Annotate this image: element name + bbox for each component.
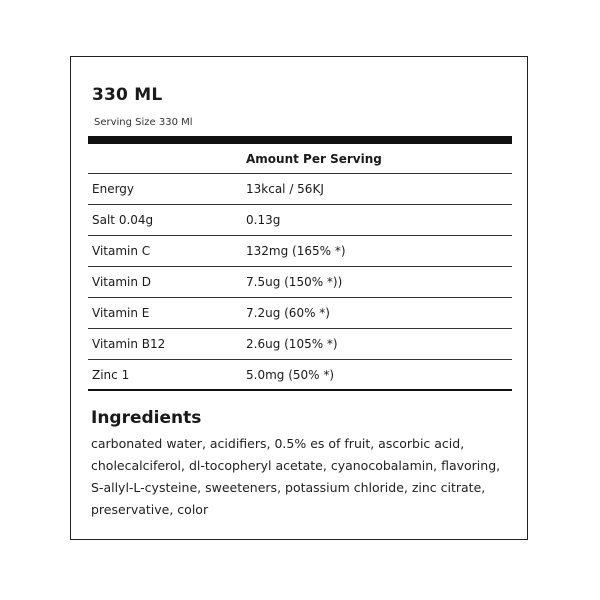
table-row [88,205,512,236]
thick-divider [88,136,512,144]
ingredients-list: carbonated water, acidifiers, 0.5% es of fruit, ascorbic acid, cholecalciferol, dl-tocopheryl acetate, cyanocobalamin, flavoring, S-allyl-L-cysteine, sweeteners, potassium chloride, zinc citrate, preservative, color [91,436,501,517]
nutrient-name: Vitamin E [92,306,150,320]
table-row [88,298,512,329]
ingredients-heading: Ingredients [91,408,202,428]
table-row [88,267,512,298]
nutrient-name: Vitamin D [92,275,152,289]
nutrition-label [70,56,528,540]
table-row [88,329,512,360]
nutrient-name: Vitamin C [92,244,151,258]
label-title: 330 ML [92,85,163,105]
nutrient-name: Salt 0.04g [92,213,154,227]
nutrient-name: Vitamin B12 [92,337,166,351]
nutrient-name: Energy [92,182,135,196]
nutrition-table [88,144,512,391]
nutrient-amount: 5.0mg (50% *) [246,367,335,382]
table-row [88,360,512,391]
nutrient-amount: 132mg (165% *) [246,244,346,258]
nutrient-amount: 7.2ug (60% *) [246,306,330,320]
nutrient-amount: 13kcal / 56KJ [246,182,324,196]
nutrient-amount: 7.5ug (150% *)) [246,275,343,289]
table-header-row [88,144,512,174]
amount-per-serving-header: Amount Per Serving [246,151,382,166]
table-row [88,174,512,205]
nutrient-amount: 0.13g [246,213,281,227]
nutrient-amount: 2.6ug (105% *) [246,337,338,351]
table-row [88,236,512,267]
serving-size: Serving Size 330 Ml [94,117,193,128]
nutrient-name: Zinc 1 [92,367,130,382]
